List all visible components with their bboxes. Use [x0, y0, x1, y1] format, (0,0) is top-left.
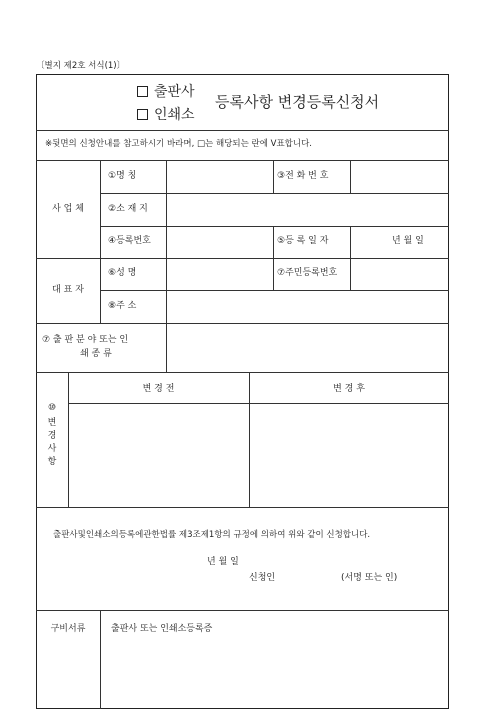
- representative-address-label: ⑧주 소: [108, 301, 137, 311]
- documents-value: 출판사 또는 인쇄소등록증: [111, 624, 213, 634]
- declaration-date[interactable]: 년 월 일: [207, 557, 239, 567]
- representative-section-label: 대 표 자: [52, 285, 84, 295]
- field-label-line1: ⑦ 출 판 분 야 또는 인: [42, 335, 129, 345]
- type-printer-label: 인쇄소: [154, 107, 195, 123]
- changes-section-char: 사: [47, 444, 57, 454]
- representative-rrn-field[interactable]: [351, 259, 448, 289]
- after-change-header: 변 경 후: [333, 384, 365, 394]
- business-phone-label: ③전 화 번 호: [277, 171, 329, 181]
- business-address-field[interactable]: [167, 194, 448, 225]
- field-label-line2: 쇄 종 류: [80, 349, 112, 359]
- business-phone-field[interactable]: [351, 161, 448, 192]
- business-reg-no-field[interactable]: [167, 227, 272, 257]
- type-option-printer[interactable]: [137, 108, 195, 122]
- representative-rrn-label: ⑦주민등록번호: [277, 268, 338, 278]
- field-value[interactable]: [167, 324, 448, 371]
- notice-text: ※뒷면의 신청안내를 참고하시기 바라며, □는 해당되는 란에 V표합니다.: [45, 139, 312, 149]
- signature-hint[interactable]: (서명 또는 인): [341, 573, 398, 583]
- documents-label: 구비서류: [50, 624, 86, 634]
- changes-section-number: ⑩: [47, 403, 57, 413]
- business-reg-no-label: ④등록번호: [108, 236, 151, 246]
- before-change-header: 변 경 전: [142, 384, 175, 394]
- business-reg-date-field[interactable]: 년 월 일: [392, 236, 424, 246]
- business-address-label: ②소 재 지: [108, 204, 148, 214]
- representative-name-field[interactable]: [167, 259, 272, 289]
- checkbox-icon[interactable]: [137, 86, 148, 97]
- after-change-field[interactable]: [250, 404, 448, 506]
- type-option-publisher[interactable]: [137, 85, 195, 99]
- representative-address-field[interactable]: [167, 291, 448, 322]
- changes-section-char: 항: [47, 457, 57, 467]
- representative-name-label: ⑥성 명: [108, 268, 137, 278]
- form-title: 등록사항 변경등록신청서: [215, 93, 380, 111]
- checkbox-icon[interactable]: [137, 109, 148, 120]
- business-section-label: 사 업 체: [52, 204, 84, 214]
- before-change-field[interactable]: [69, 404, 248, 506]
- changes-section-char: 변: [47, 418, 57, 428]
- changes-section-char: 경: [47, 431, 57, 441]
- declaration-statement: 출판사및인쇄소의등록에관한법률 제3조제1항의 규정에 의하여 위와 같이 신청합니다.: [53, 530, 371, 540]
- business-reg-date-label: ⑤등 록 일 자: [277, 236, 329, 246]
- type-publisher-label: 출판사: [154, 84, 195, 100]
- applicant-label: 신청인: [249, 573, 276, 583]
- form-code: 〔별지 제2호 서식(1)〕: [36, 61, 126, 71]
- business-name-field[interactable]: [167, 161, 272, 192]
- business-name-label: ①명 칭: [108, 171, 137, 181]
